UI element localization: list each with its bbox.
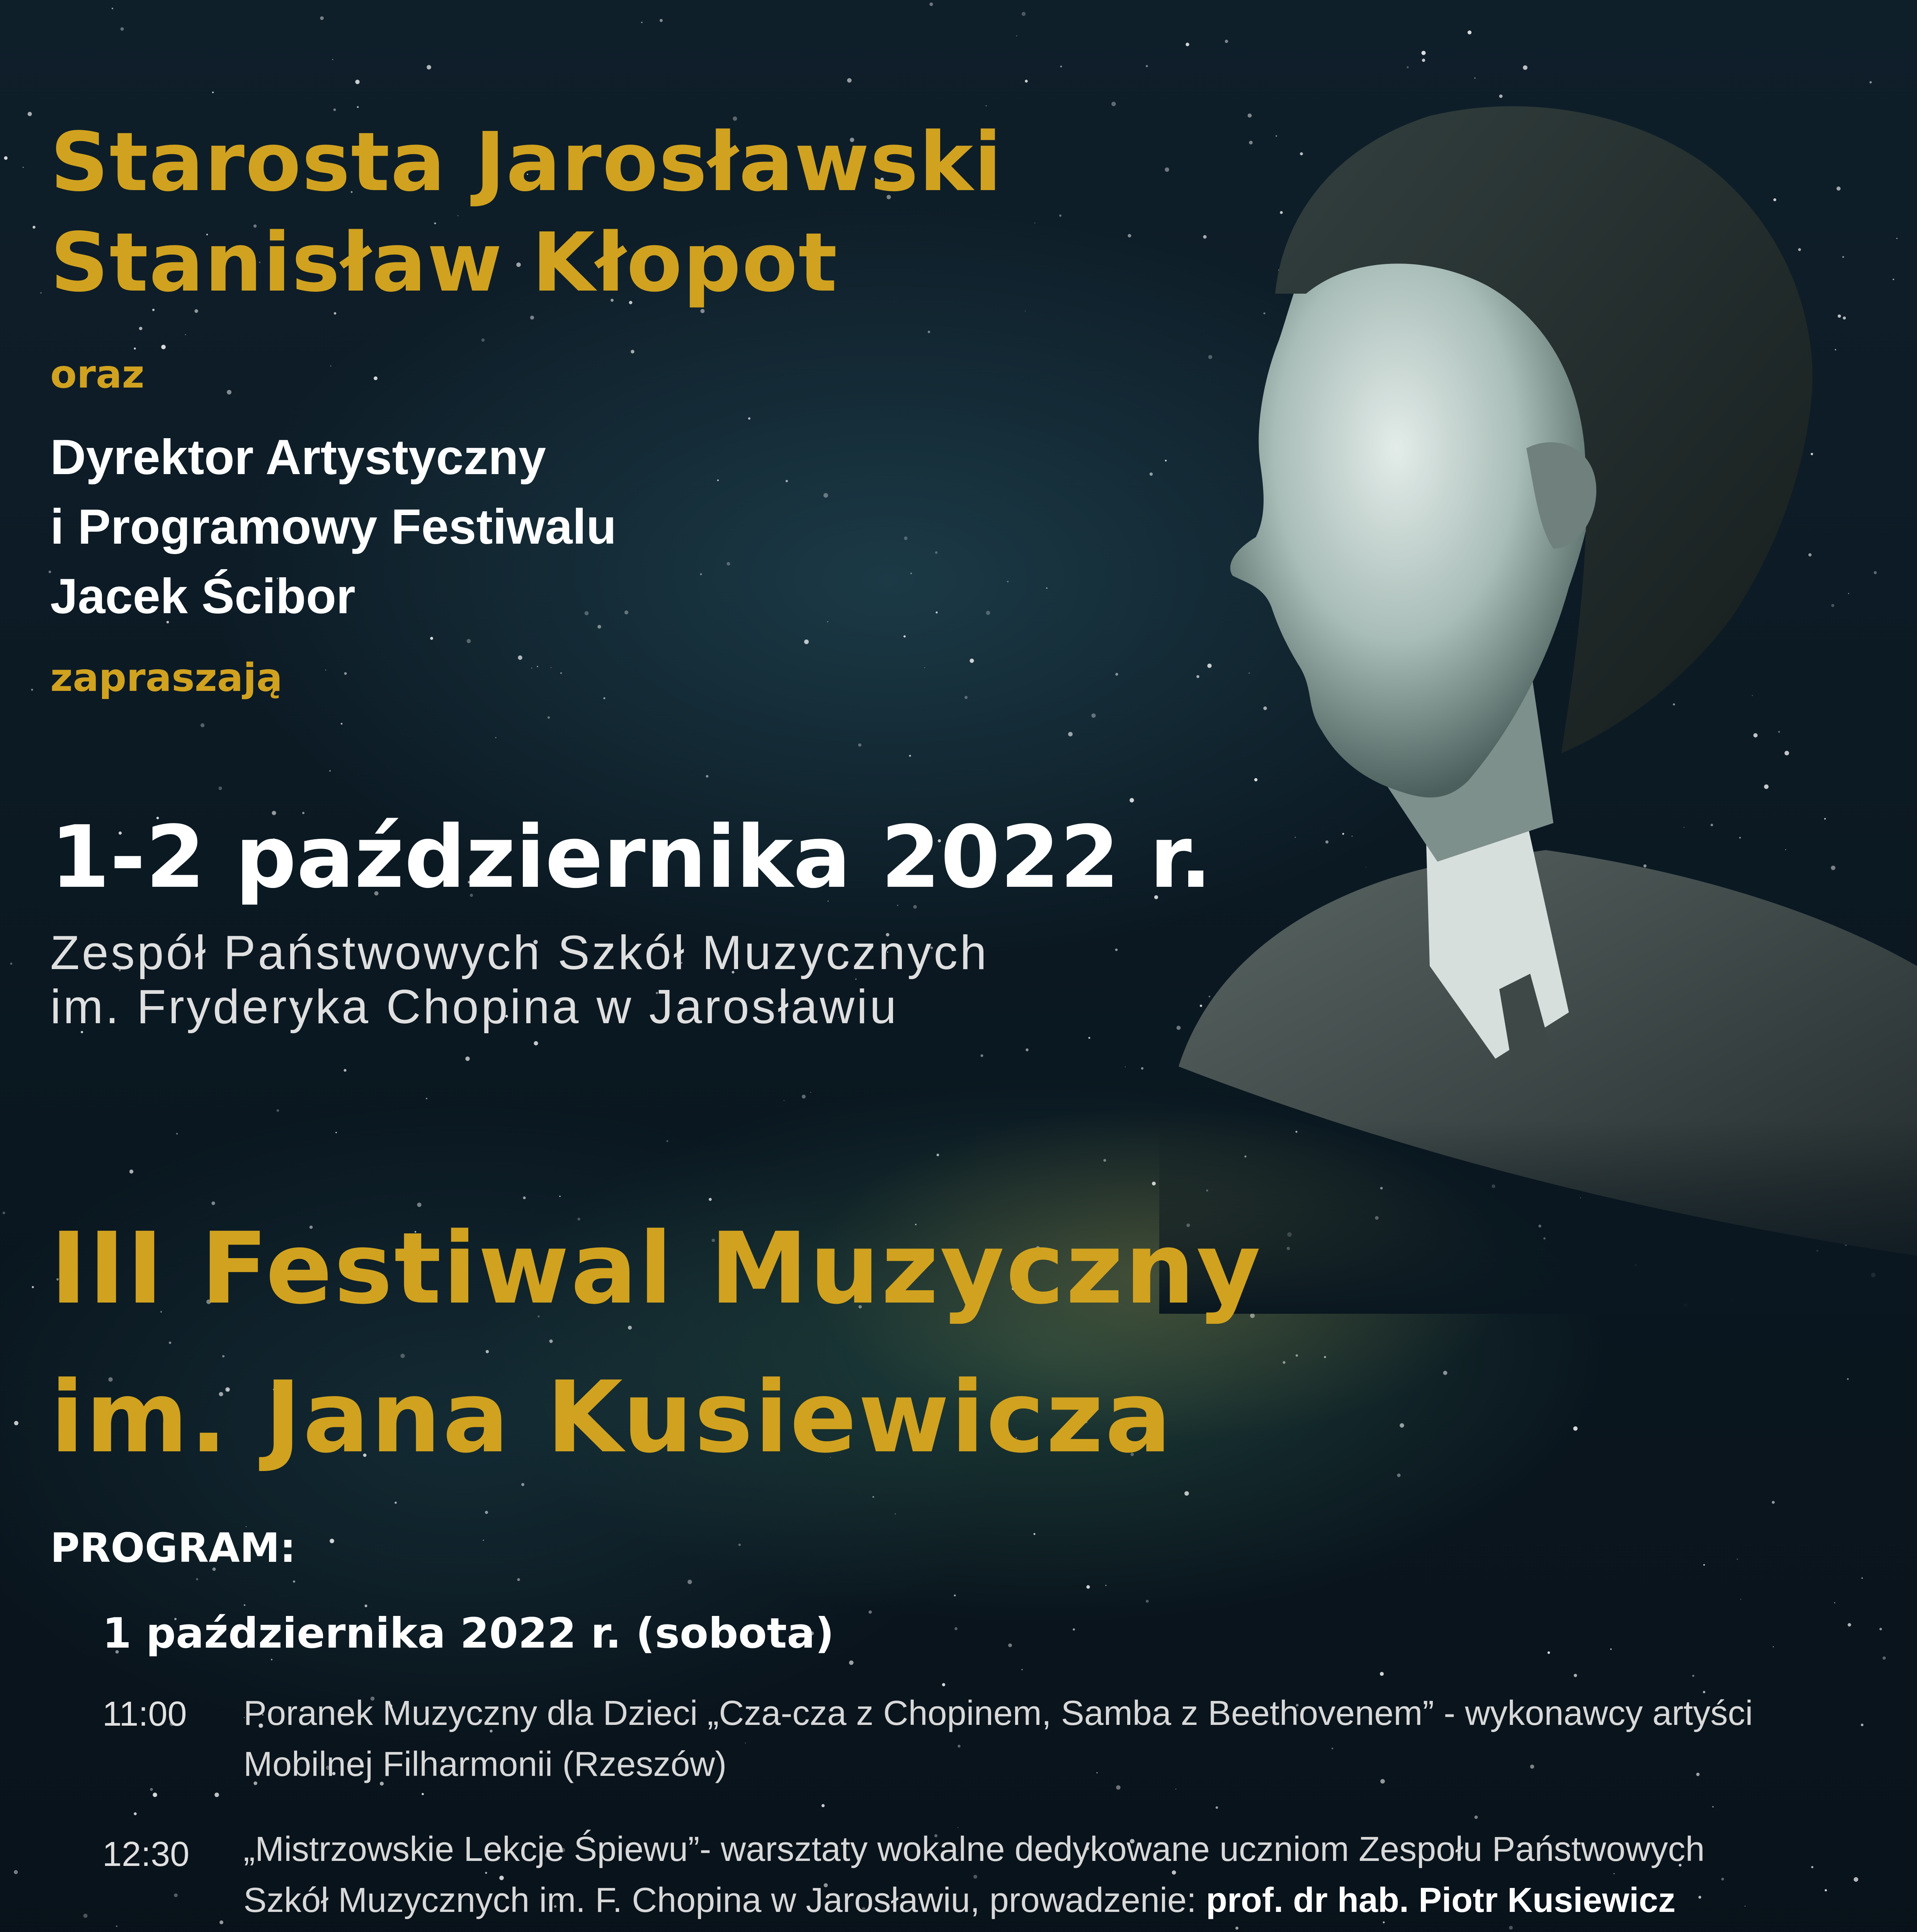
description-line: Poranek Muzyczny dla Dzieci „Cza-cza z Chopinem, Samba z Beethovenem” - wykonawcy artyści <box>243 1694 1753 1733</box>
conjunction-text: oraz <box>50 352 145 397</box>
organiser-title: Starosta Jarosławski <box>50 115 1003 209</box>
description-line: „Mistrzowskie Lekcje Śpiewu”- warsztaty wokalne dedykowane uczniom Zespołu Państwowych <box>243 1830 1705 1869</box>
invite-text: zapraszają <box>50 655 283 700</box>
organiser-name: Stanisław Kłopot <box>50 215 838 310</box>
festival-title-line2: im. Jana Kusiewicza <box>50 1360 1173 1475</box>
venue-line2: im. Fryderyka Chopina w Jarosławiu <box>50 980 899 1034</box>
program-time: 11:00 <box>102 1695 187 1733</box>
description-line <box>243 1926 1878 1932</box>
program-description <box>243 1824 1878 1932</box>
venue-line1: Zespół Państwowych Szkół Muzycznych <box>50 926 989 980</box>
program-heading: PROGRAM: <box>50 1524 296 1571</box>
program-time: 12:30 <box>102 1835 190 1874</box>
program-description <box>243 1688 1878 1790</box>
performer-name: prof. dr hab. Piotr Kusiewicz <box>1206 1881 1676 1920</box>
description-text: Szkół Muzycznych im. F. Chopina w Jarosławiu, prowadzenie: <box>243 1881 1206 1920</box>
festival-title-line1: III Festiwal Muzyczny <box>50 1211 1262 1326</box>
director-title-line2: i Programowy Festiwalu <box>50 499 617 554</box>
description-line: Mobilnej Filharmonii (Rzeszów) <box>243 1745 727 1784</box>
event-date: 1-2 października 2022 r. <box>50 808 1212 907</box>
director-name: Jacek Ścibor <box>50 569 356 624</box>
description-line <box>243 1875 1878 1926</box>
director-title-line1: Dyrektor Artystyczny <box>50 430 546 485</box>
day-heading-1: 1 października 2022 r. (sobota) <box>102 1609 834 1658</box>
